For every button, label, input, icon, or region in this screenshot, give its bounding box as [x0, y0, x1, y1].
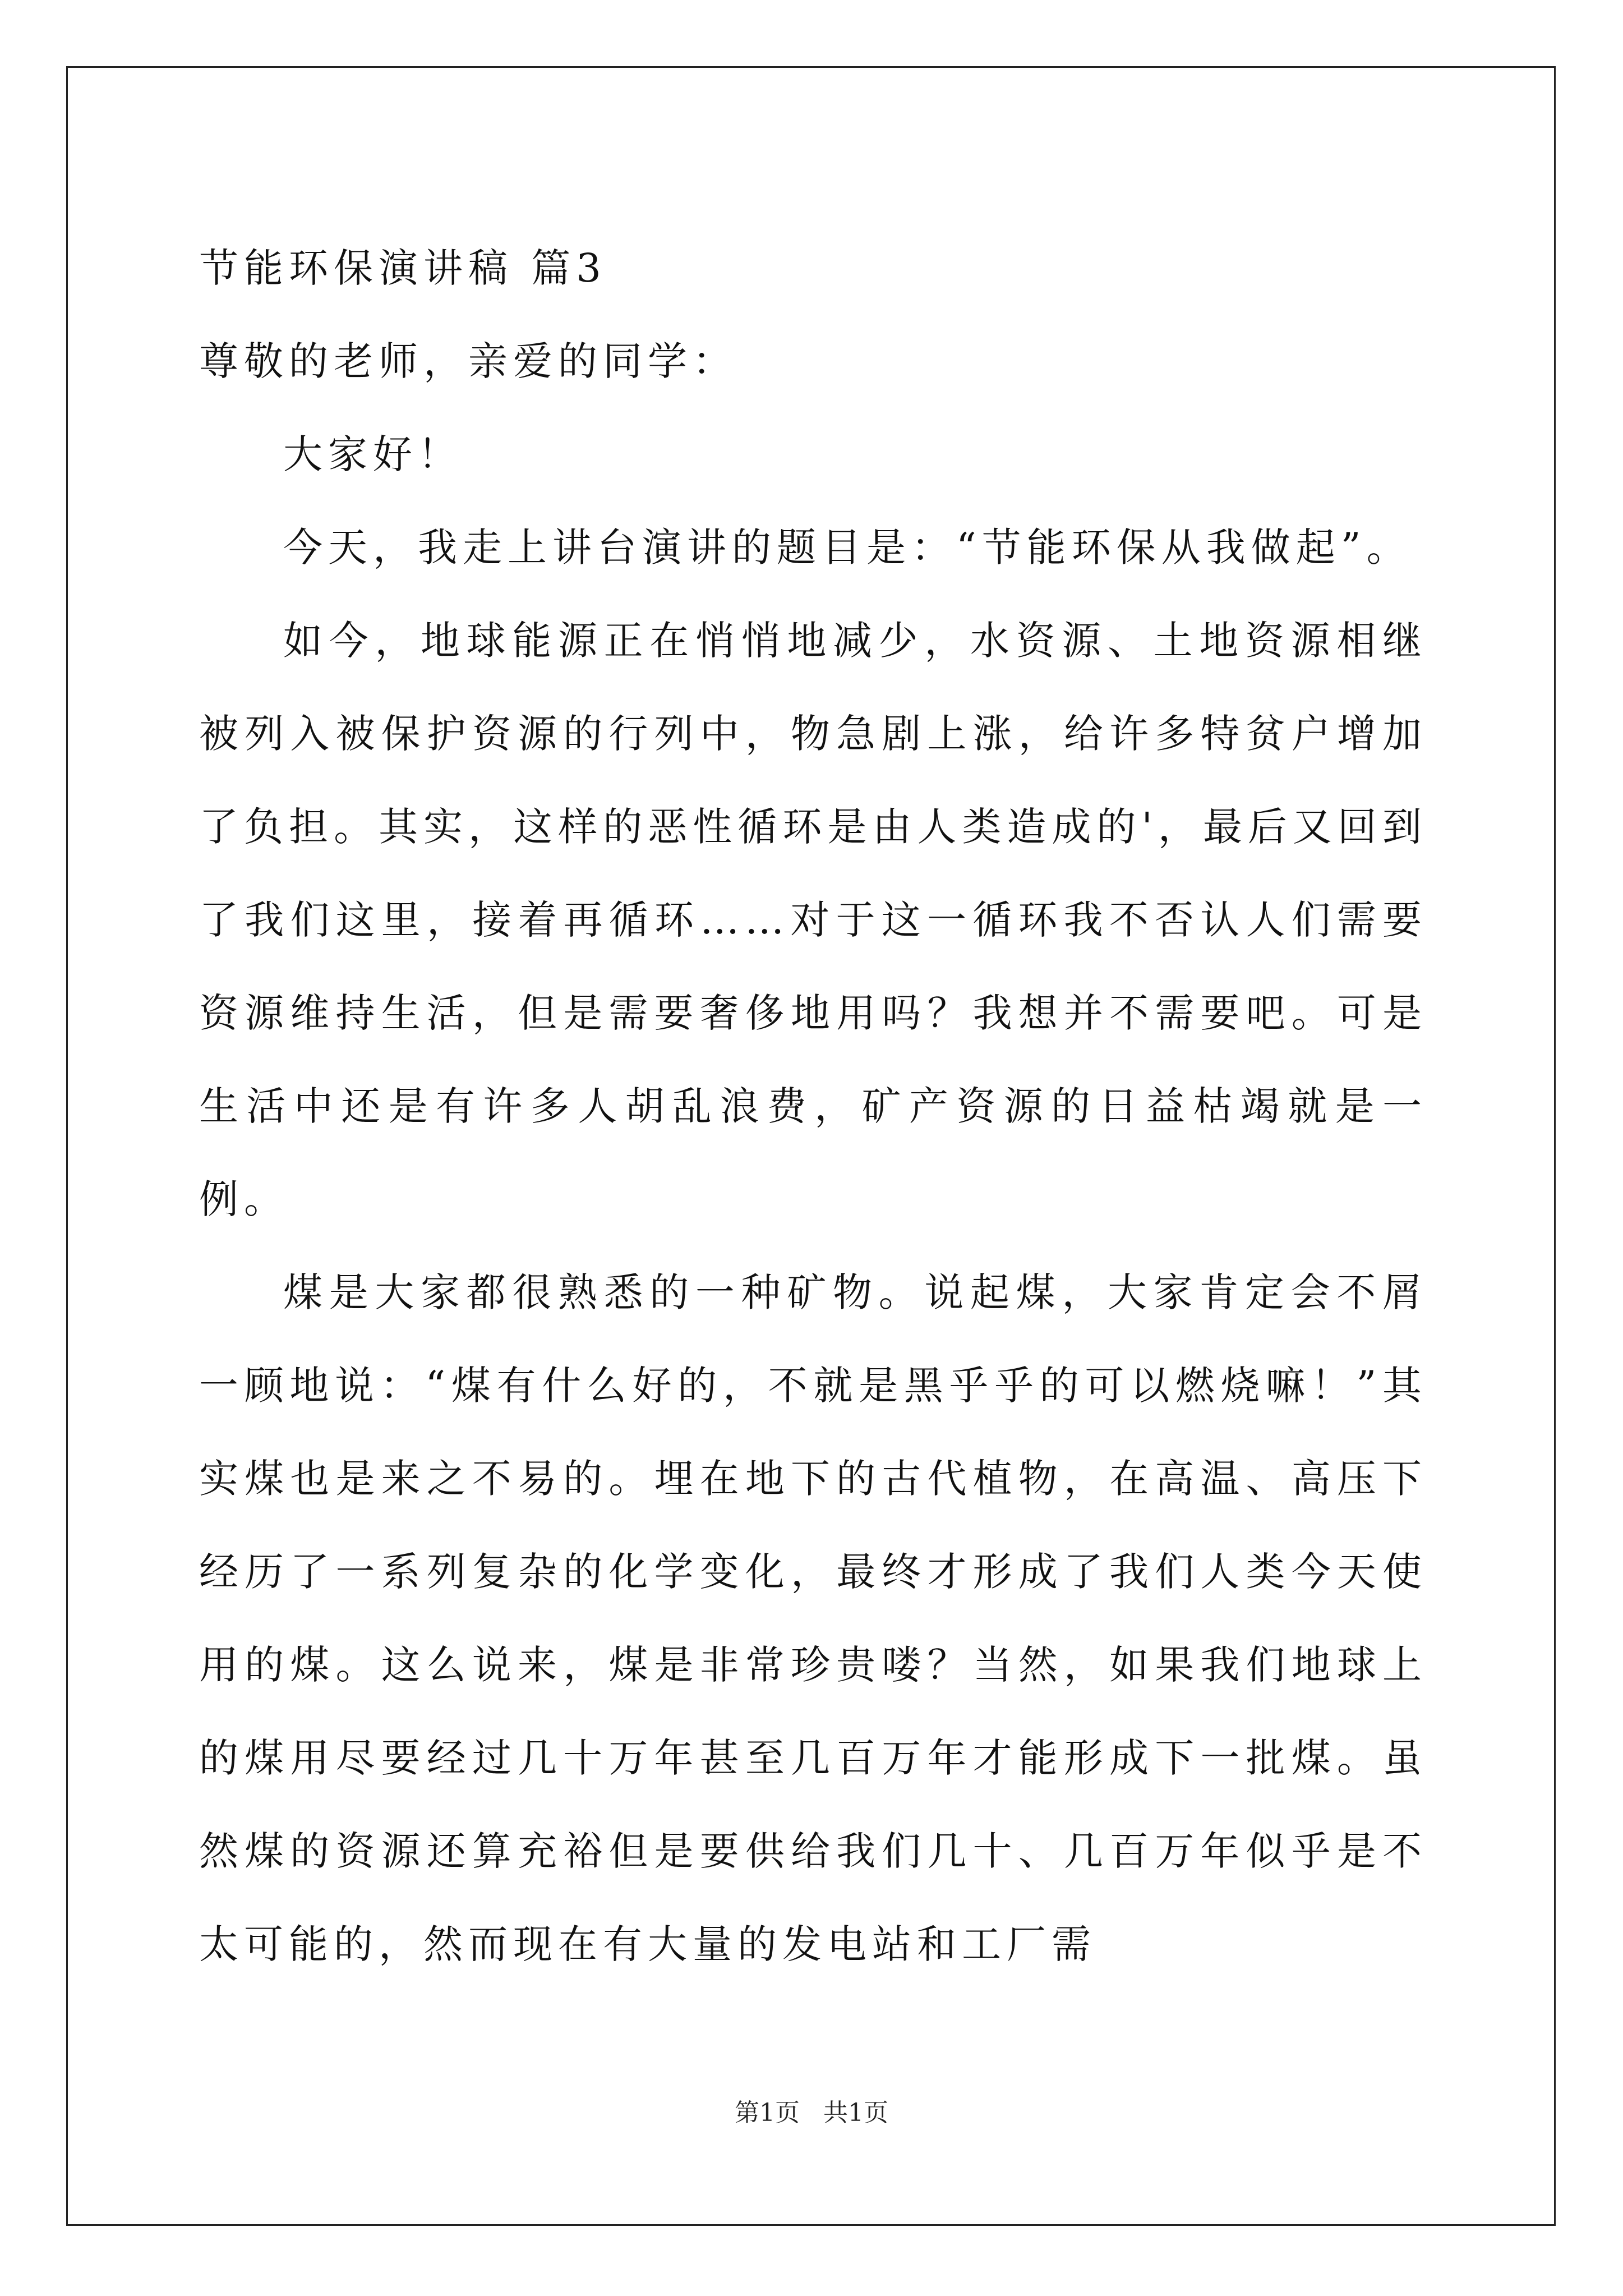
page-footer [0, 2092, 1623, 2128]
salutation: 尊敬的老师，亲爱的同学： [199, 338, 737, 384]
paragraph-resources: 如今，地球能源正在悄悄地减少，水资源、土地资源相继被列入被保护资源的行列中，物急剧上涨，给许多特贫户增加了负担。其实，这样的恶性循环是由人类造成的'，最后又回到了我们这里，接着再循环……对于这一循环我不否认人们需要资源维持生活，但是需要奢侈地用吗？我想并不需要吧。可是生活中还是有许多人胡乱浪费，矿产资源的日益枯竭就是一例。 [199, 618, 1427, 1222]
paragraph-greeting: 大家好！ [283, 431, 463, 477]
document-body [199, 222, 1427, 1991]
paragraph-coal: 煤是大家都很熟悉的一种矿物。说起煤，大家肯定会不屑一顾地说：“煤有什么好的，不就是黑乎乎的可以燃烧嘛！”其实煤也是来之不易的。埋在地下的古代植物，在高温、高压下经历了一系列复杂的化学变化，最终才形成了我们人类今天使用的煤。这么说来，煤是非常珍贵喽？当然，如果我们地球上的煤用尽要经过几十万年甚至几百万年才能形成下一批煤。虽然煤的资源还算充裕但是要供给我们几十、几百万年似乎是不太可能的，然而现在有大量的发电站和工厂需 [199, 1269, 1427, 1967]
document-title: 节能环保演讲稿 篇3 [199, 245, 607, 291]
paragraph-topic: 今天，我走上讲台演讲的题目是：“节能环保从我做起”。 [283, 524, 1412, 570]
page-number: 第1页 共1页 [735, 2099, 888, 2127]
